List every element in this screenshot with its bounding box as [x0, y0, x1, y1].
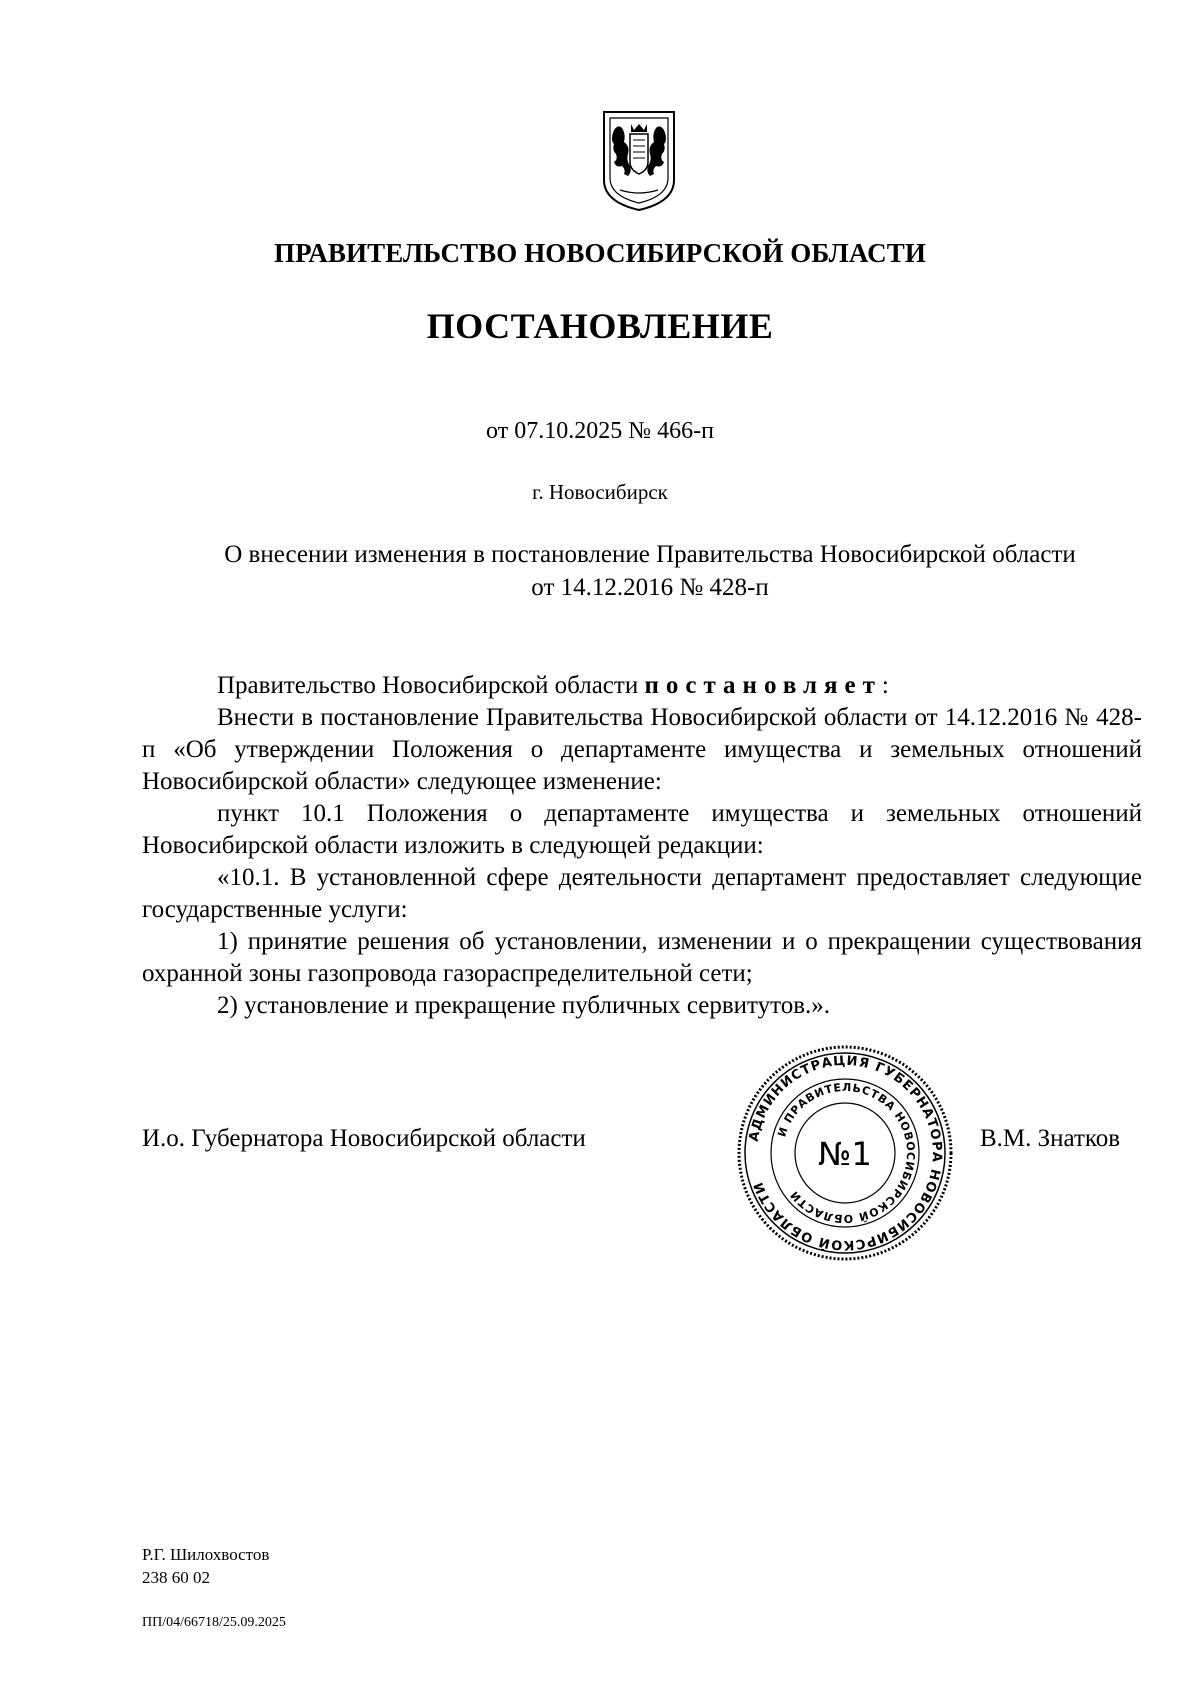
seal-outer-text: АДМИНИСТРАЦИЯ ГУБЕРНАТОРА НОВОСИБИРСКОЙ ОБЛАСТИ: [746, 1053, 945, 1253]
subject-line-1: О внесении изменения в постановление Правительства Новосибирской области: [224, 541, 1076, 568]
signer-name: В.М. Знатков: [980, 1125, 1121, 1152]
seal-number: №1: [818, 1135, 872, 1173]
paragraph-5: 2) установление и прекращение публичных сервитутов.».: [217, 992, 831, 1019]
official-seal-icon: [735, 1043, 955, 1263]
paragraph-2: пункт 10.1 Положения о департаменте имущества и земельных отношений Новосибирской области изложить в следующей редакции:: [142, 800, 1142, 859]
seal-inner-text: И ПРАВИТЕЛЬСТВА НОВОСИБИРСКОЙ ОБЛАСТИ: [775, 1080, 918, 1226]
subject-line-2: от 14.12.2016 № 428-п: [531, 574, 769, 601]
document-code: ПП/04/66718/25.09.2025: [142, 1615, 286, 1630]
contact-phone: 238 60 02: [142, 1568, 210, 1587]
date-number: от 07.10.2025 № 466-п: [486, 418, 714, 444]
signer-position: И.о. Губернатора Новосибирской области: [142, 1125, 586, 1152]
document-subject: [150, 538, 1150, 604]
contact-name: Р.Г. Шилохвостов: [142, 1545, 270, 1564]
document-type: ПОСТАНОВЛЕНИЕ: [426, 306, 774, 346]
paragraph-3: «10.1. В установленной сфере деятельности департамент предоставляет следующие государственные услуги:: [142, 864, 1142, 923]
authority-title: ПРАВИТЕЛЬСТВО НОВОСИБИРСКОЙ ОБЛАСТИ: [274, 238, 926, 268]
city: г. Новосибирск: [532, 480, 668, 504]
coat-of-arms-icon: [600, 110, 678, 212]
decree-word: постановляет: [644, 672, 882, 699]
document-body: [142, 670, 1142, 1022]
intro-text: Правительство Новосибирской области: [217, 672, 639, 699]
intro-colon: :: [881, 672, 889, 699]
paragraph-4: 1) принятие решения об установлении, изменении и о прекращении существования охранной зоны газопровода газораспределительной сети;: [142, 928, 1142, 987]
intro-paragraph: [142, 670, 1142, 702]
paragraph-1: Внести в постановление Правительства Новосибирской области от 14.12.2016 № 428-п «Об утверждении Положения о департаменте имущества и земельных отношений Новосибирской области» следующее изменение:: [142, 704, 1142, 795]
